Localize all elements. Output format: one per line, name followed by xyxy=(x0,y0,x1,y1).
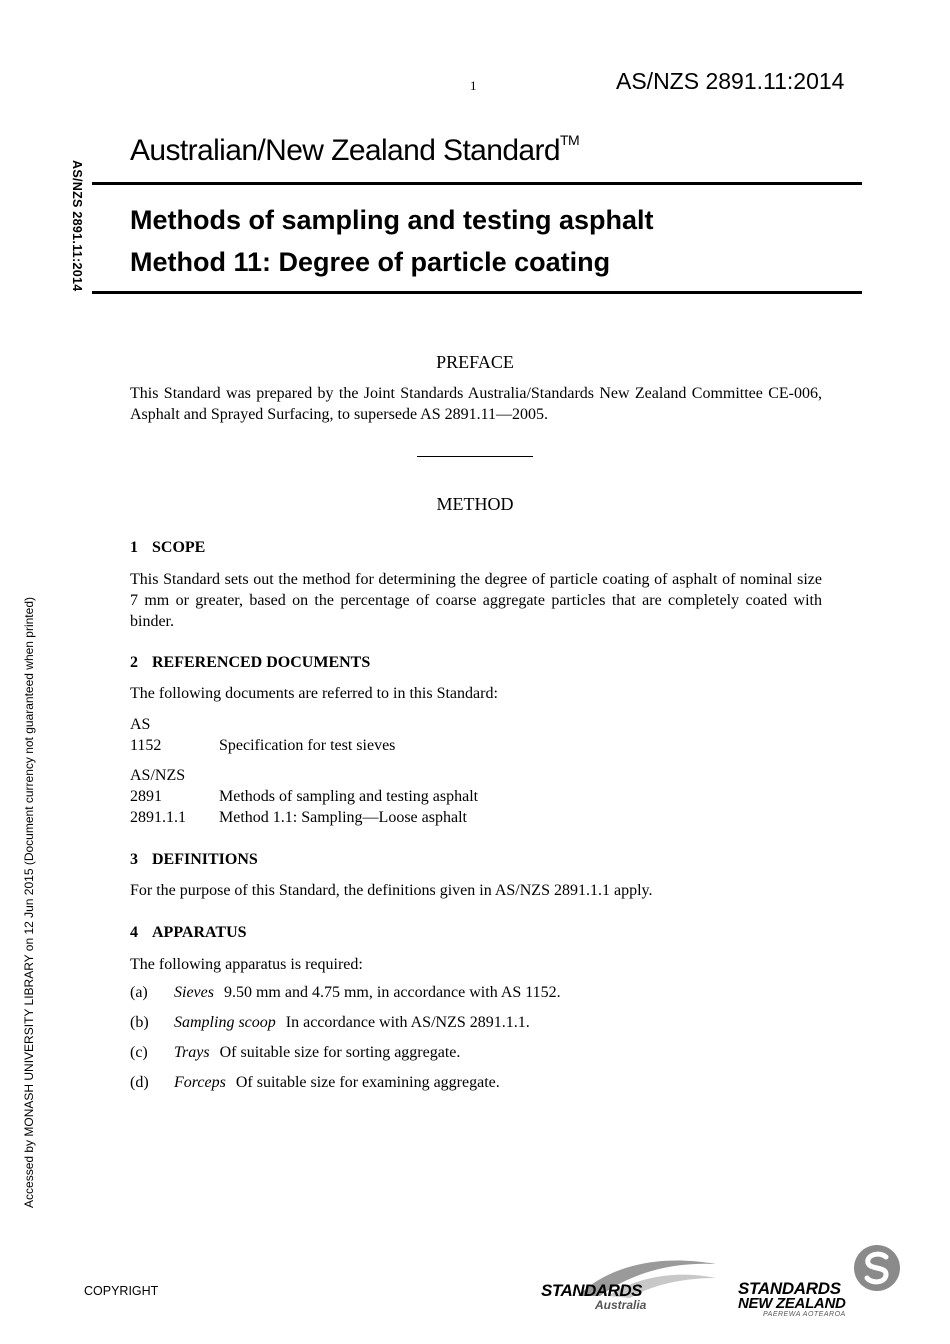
copyright-notice: COPYRIGHT xyxy=(84,1284,159,1298)
apparatus-text: Of suitable size for examining aggregate. xyxy=(235,1074,500,1091)
apparatus-item xyxy=(130,1044,460,1062)
apparatus-label: (b) xyxy=(130,1014,149,1031)
apparatus-label: (d) xyxy=(130,1074,149,1091)
section-divider xyxy=(417,456,533,457)
document-title xyxy=(130,199,654,283)
title-rule-bottom xyxy=(92,291,862,294)
reference-code: 2891.1.1 xyxy=(130,809,186,826)
standards-nz-logo-text: STANDARDS xyxy=(738,1279,841,1298)
reference-code: 2891 xyxy=(130,788,162,805)
referenced-documents-heading xyxy=(130,654,370,672)
section-number: 3 xyxy=(130,851,138,868)
section-title: APPARATUS xyxy=(152,924,247,941)
reference-title: Methods of sampling and testing asphalt xyxy=(219,788,479,805)
page-number: 1 xyxy=(470,78,477,93)
section-title: REFERENCED DOCUMENTS xyxy=(152,654,371,671)
title-line-1: Methods of sampling and testing asphalt xyxy=(130,205,654,235)
reference-group-as xyxy=(130,714,395,756)
apparatus-label: (a) xyxy=(130,984,148,1001)
section-number: 1 xyxy=(130,539,138,556)
access-note: Accessed by MONASH UNIVERSITY LIBRARY on 12 Jun 2015 (Document currency not guaranteed when printed) xyxy=(22,597,36,1208)
side-standard-code: AS/NZS 2891.11:2014 xyxy=(70,160,84,292)
standards-australia-logo-text: STANDARDS xyxy=(541,1281,642,1300)
reference-code: 1152 xyxy=(130,737,162,754)
apparatus-text: 9.50 mm and 4.75 mm, in accordance with AS 1152. xyxy=(223,984,561,1001)
scope-body: This Standard sets out the method for determining the degree of particle coating of asphalt of nominal size 7 mm or greater, based on the percentage of coarse aggregate particles that are completely coated with binder. xyxy=(130,571,822,630)
section-number: 4 xyxy=(130,924,138,941)
apparatus-label: (c) xyxy=(130,1044,148,1061)
standard-type-label: Australian/New Zealand Standard xyxy=(130,134,560,167)
scope-heading xyxy=(130,539,205,557)
standards-nz-logo-subtext: NEW ZEALAND xyxy=(738,1295,846,1312)
apparatus-term: Sampling scoop xyxy=(174,1014,276,1031)
reference-group-asnzs xyxy=(130,765,478,828)
reference-title: Method 1.1: Sampling—Loose asphalt xyxy=(219,809,467,826)
referenced-documents-intro: The following documents are referred to in this Standard: xyxy=(130,685,498,702)
apparatus-intro: The following apparatus is required: xyxy=(130,956,363,973)
title-rule-top xyxy=(92,182,862,185)
apparatus-item xyxy=(130,1014,530,1032)
apparatus-item xyxy=(130,1074,500,1092)
apparatus-item xyxy=(130,984,561,1002)
apparatus-text: Of suitable size for sorting aggregate. xyxy=(219,1044,461,1061)
apparatus-term: Forceps xyxy=(174,1074,226,1091)
preface-body: This Standard was prepared by the Joint Standards Australia/Standards New Zealand Committee CE-006, Asphalt and Sprayed Surfacing, to supersede AS 2891.11—2005. xyxy=(130,385,822,423)
reference-title: Specification for test sieves xyxy=(219,737,396,754)
reference-series: AS/NZS xyxy=(130,767,186,784)
apparatus-term: Sieves xyxy=(174,984,214,1001)
reference-item xyxy=(130,786,478,807)
standards-australia-logo-subtext: Australia xyxy=(595,1298,647,1312)
standard-code-header: AS/NZS 2891.11:2014 xyxy=(616,68,845,94)
title-line-2: Method 11: Degree of particle coating xyxy=(130,247,611,277)
definitions-body: For the purpose of this Standard, the definitions given in AS/NZS 2891.1.1 apply. xyxy=(130,882,653,899)
standards-nz-maori-text: PAEREWA AOTEAROA xyxy=(763,1311,846,1318)
reference-item xyxy=(130,807,478,828)
section-title: DEFINITIONS xyxy=(152,851,258,868)
preface-heading: PREFACE xyxy=(436,352,514,372)
apparatus-text: In accordance with AS/NZS 2891.1.1. xyxy=(285,1014,530,1031)
definitions-heading xyxy=(130,851,258,869)
section-number: 2 xyxy=(130,654,138,671)
section-title: SCOPE xyxy=(152,539,206,556)
method-heading: METHOD xyxy=(436,494,514,514)
trademark-mark: TM xyxy=(560,132,580,148)
reference-item xyxy=(130,735,395,756)
apparatus-term: Trays xyxy=(174,1044,210,1061)
standards-new-zealand-emblem-icon xyxy=(853,1244,901,1292)
reference-series: AS xyxy=(130,716,151,733)
apparatus-heading xyxy=(130,924,247,942)
standard-type xyxy=(130,134,579,168)
